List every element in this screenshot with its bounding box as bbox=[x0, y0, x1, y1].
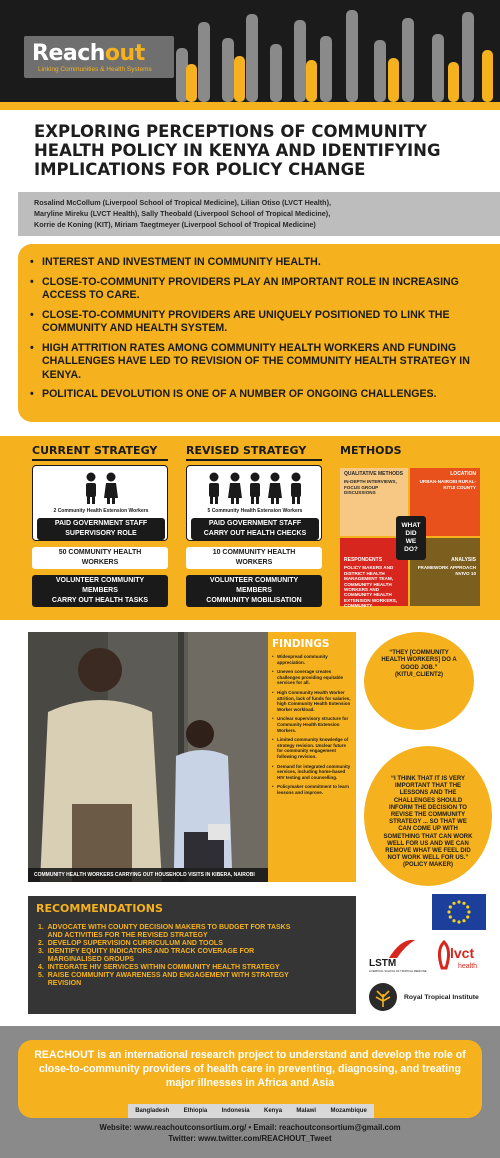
revised-strategy bbox=[186, 444, 326, 607]
field-photo bbox=[28, 632, 268, 882]
list-item: • INTEREST AND INVESTMENT IN COMMUNITY HEALTH. bbox=[30, 256, 470, 270]
reachout-logo[interactable] bbox=[24, 36, 174, 78]
findings-list bbox=[272, 654, 352, 795]
raised-hands-graphic bbox=[170, 0, 500, 102]
person-icon bbox=[84, 472, 98, 504]
authors-line: Korrie de Koning (KIT), Miriam Taegtmeyer (Liverpool School of Tropical Medicine) bbox=[34, 220, 316, 229]
lstm-swoosh-icon bbox=[367, 936, 427, 976]
country-item: Malawi bbox=[296, 1108, 317, 1114]
current-strategy bbox=[32, 444, 172, 607]
current-strategy-box bbox=[32, 465, 168, 541]
list-item: • CLOSE-TO-COMMUNITY PROVIDERS PLAY AN IMPORTANT ROLE IN INCREASING ACCESS TO CARE. bbox=[30, 276, 470, 303]
list-item: • Uneven coverage creates challenges providing equitable services for all. bbox=[272, 669, 352, 686]
list-item: MARGINALISED GROUPS bbox=[38, 956, 135, 963]
list-item: 5. RAISE COMMUNITY AWARENESS AND ENGAGEMENT WITH STRATEGY bbox=[38, 972, 289, 979]
list-item: • Limited community knowledge of strategy revision. Unclear future for community engagement following revision. bbox=[272, 737, 352, 759]
chew-count-caption: 5 Community Health Extension Workers bbox=[207, 508, 303, 514]
methods-respondents: RESPONDENTS POLICY MAKERS AND DISTRICT HEALTH MANAGEMENT TEAM, COMMUNITY HEALTH WORKERS AND COMMUNITY HEALTH EXTENSION WORKERS, COMMUNITY bbox=[340, 538, 408, 606]
authors-line: Maryline Mireku (LVCT Health), Sally Theobald (Liverpool School of Tropical Medicine), bbox=[34, 209, 331, 218]
kit-logo[interactable] bbox=[368, 982, 488, 1014]
background-panel bbox=[18, 244, 500, 422]
strategy-section bbox=[0, 436, 500, 620]
lstm-wordmark: LSTM bbox=[369, 958, 397, 969]
list-item: AND ACTIVITIES FOR THE REVISED STRATEGY bbox=[38, 932, 208, 939]
methods-location: LOCATION URBAN-NAIROBI RURAL-KITUI COUNTY bbox=[410, 468, 480, 536]
list-item: • POLITICAL DEVOLUTION IS ONE OF A NUMBER OF ONGOING CHALLENGES. bbox=[30, 388, 470, 402]
twitter-link[interactable]: Twitter: www.twitter.com/REACHOUT_Tweet bbox=[168, 1134, 332, 1143]
person-icon bbox=[289, 472, 303, 504]
lstm-subtitle: LIVERPOOL SCHOOL OF TROPICAL MEDICINE bbox=[369, 970, 427, 973]
lvct-health-logo[interactable] bbox=[432, 936, 488, 976]
list-item: • Demand for integrated community services, including home-based HIV testing and counselling. bbox=[272, 764, 352, 781]
methods-grid bbox=[340, 468, 480, 609]
recommendations-heading: RECOMMENDATIONS bbox=[36, 902, 163, 915]
chew-count-caption: 2 Community Health Extension Workers bbox=[53, 508, 149, 514]
logo-wordmark: Reachout bbox=[32, 41, 145, 66]
country-item: Bangladesh bbox=[135, 1108, 170, 1114]
findings-heading: FINDINGS bbox=[272, 638, 330, 650]
quote-bubble-client: “THEY [COMMUNITY HEALTH WORKERS] DO A GOOD JOB.” (KITUI_CLIENT2) bbox=[364, 632, 474, 730]
person-icon bbox=[104, 472, 118, 504]
country-item: Mozambique bbox=[330, 1108, 367, 1114]
revised-strategy-heading: REVISED STRATEGY bbox=[186, 444, 322, 461]
methods-heading: METHODS bbox=[340, 444, 402, 457]
methods-qualitative: QUALITATIVE METHODS IN-DEPTH INTERVIEWS, FOCUS GROUP DISCUSSIONS bbox=[340, 468, 408, 536]
person-icon bbox=[207, 472, 221, 504]
paid-staff-label: PAID GOVERNMENT STAFF CARRY OUT HEALTH CHECKS bbox=[191, 518, 319, 540]
recommendations-panel bbox=[28, 896, 356, 1014]
background-list bbox=[30, 256, 470, 408]
contact-info bbox=[0, 1122, 500, 1144]
lvct-wordmark: lvct bbox=[450, 945, 475, 961]
list-item: 1. ADVOCATE WITH COUNTY DECISION MAKERS TO BUDGET FOR TASKS bbox=[38, 924, 291, 931]
lvct-subtitle: health bbox=[458, 963, 478, 970]
quote-bubble-policymaker: “I THINK THAT IT IS VERY IMPORTANT THAT THE LESSONS AND THE CHALLENGES SHOULD INFORM THE DECISION TO REVISE THE COMMUNITY STRATEGY ... SO THAT WE CAN COME UP WITH SOMETHING THAT CAN WORK WELL FOR US AND WE CAN REMOVE WHAT WE FEEL DID NOT WORK WELL FOR US.” (POLICY MAKER) bbox=[364, 746, 492, 886]
poster-title: EXPLORING PERCEPTIONS OF COMMUNITY HEALTH POLICY IN KENYA AND IDENTIFYING IMPLICATIONS FOR POLICY CHANGE bbox=[34, 122, 441, 179]
eu-flag-icon bbox=[432, 894, 486, 930]
country-item: Kenya bbox=[264, 1108, 283, 1114]
country-item: Indonesia bbox=[221, 1108, 250, 1114]
country-item: Ethiopia bbox=[183, 1108, 208, 1114]
list-item: • CLOSE-TO-COMMUNITY PROVIDERS ARE UNIQUELY POSITIONED TO LINK THE COMMUNITY AND HEALTH SYSTEM. bbox=[30, 309, 470, 336]
current-strategy-heading: CURRENT STRATEGY bbox=[32, 444, 168, 461]
authors-panel bbox=[18, 192, 500, 236]
photo-caption: COMMUNITY HEALTH WORKERS CARRYING OUT HOUSEHOLD VISITS IN KIBERA, NAIROBI bbox=[28, 868, 268, 882]
list-item: • HIGH ATTRITION RATES AMONG COMMUNITY HEALTH WORKERS AND FUNDING CHALLENGES HAVE LED TO REVISION OF THE COMMUNITY HEALTH STRATEGY IN KENYA. bbox=[30, 342, 470, 383]
volunteer-label: VOLUNTEER COMMUNITY MEMBERS COMMUNITY MOBILISATION bbox=[186, 575, 322, 607]
website-email-link[interactable]: Website: www.reachoutconsortium.org/ • Email: reachoutconsortium@gmail.com bbox=[99, 1123, 401, 1132]
authors-list bbox=[34, 197, 474, 230]
revised-strategy-box bbox=[186, 465, 322, 541]
header-accent-bar bbox=[0, 102, 500, 110]
kit-tree-icon bbox=[368, 982, 398, 1012]
lvct-ribbon-icon bbox=[432, 936, 488, 976]
person-icons bbox=[33, 472, 169, 509]
methods-analysis: ANALYSIS FRAMEWORK APPROACH NVIVO 10 bbox=[410, 538, 480, 606]
person-icon bbox=[268, 472, 282, 504]
logo-tagline: Linking Communities & Health Systems bbox=[38, 66, 152, 73]
list-item: 2. DEVELOP SUPERVISION CURRICULUM AND TOOLS bbox=[38, 940, 223, 947]
lstm-logo[interactable] bbox=[367, 936, 427, 976]
header-banner bbox=[0, 0, 500, 102]
paid-staff-label: PAID GOVERNMENT STAFF SUPERVISORY ROLE bbox=[37, 518, 165, 540]
findings-panel bbox=[268, 632, 356, 882]
list-item: • Widespread community appreciation. bbox=[272, 654, 352, 665]
list-item: • Policymaker commitment to learn lessons and improve. bbox=[272, 784, 352, 795]
kit-name: Royal Tropical Institute bbox=[404, 994, 479, 1001]
list-item: REVISION bbox=[38, 980, 82, 987]
recommendations-list bbox=[38, 924, 348, 988]
footer bbox=[0, 1026, 500, 1158]
chw-count-label: 50 COMMUNITY HEALTH WORKERS bbox=[32, 547, 168, 569]
footer-description: REACHOUT is an international research project to understand and develop the role of close-to-community providers of health care in preventing, diagnosing, and treating major illnesses in Africa and Asia bbox=[34, 1049, 466, 1089]
photo-illustration bbox=[28, 632, 268, 882]
list-item: • High Community Health Worker attrition, lack of funds for salaries, high Community Health Extension Worker workload. bbox=[272, 690, 352, 712]
list-item: • Unclear supervisory structure for Community Health Extension Workers. bbox=[272, 716, 352, 733]
person-icons bbox=[187, 472, 323, 509]
person-icon bbox=[248, 472, 262, 504]
country-list bbox=[128, 1104, 374, 1118]
chw-count-label: 10 COMMUNITY HEALTH WORKERS bbox=[186, 547, 322, 569]
list-item: 3. IDENTIFY EQUITY INDICATORS AND TRACK COVERAGE FOR bbox=[38, 948, 255, 955]
methods-center-label: WHAT DID WE DO? bbox=[396, 516, 426, 560]
authors-line: Rosalind McCollum (Liverpool School of Tropical Medicine), Lilian Otiso (LVCT Health), bbox=[34, 198, 331, 207]
volunteer-label: VOLUNTEER COMMUNITY MEMBERS CARRY OUT HEALTH TASKS bbox=[32, 575, 168, 607]
list-item: 4. INTEGRATE HIV SERVICES WITHIN COMMUNITY HEALTH STRATEGY bbox=[38, 964, 280, 971]
person-icon bbox=[228, 472, 242, 504]
